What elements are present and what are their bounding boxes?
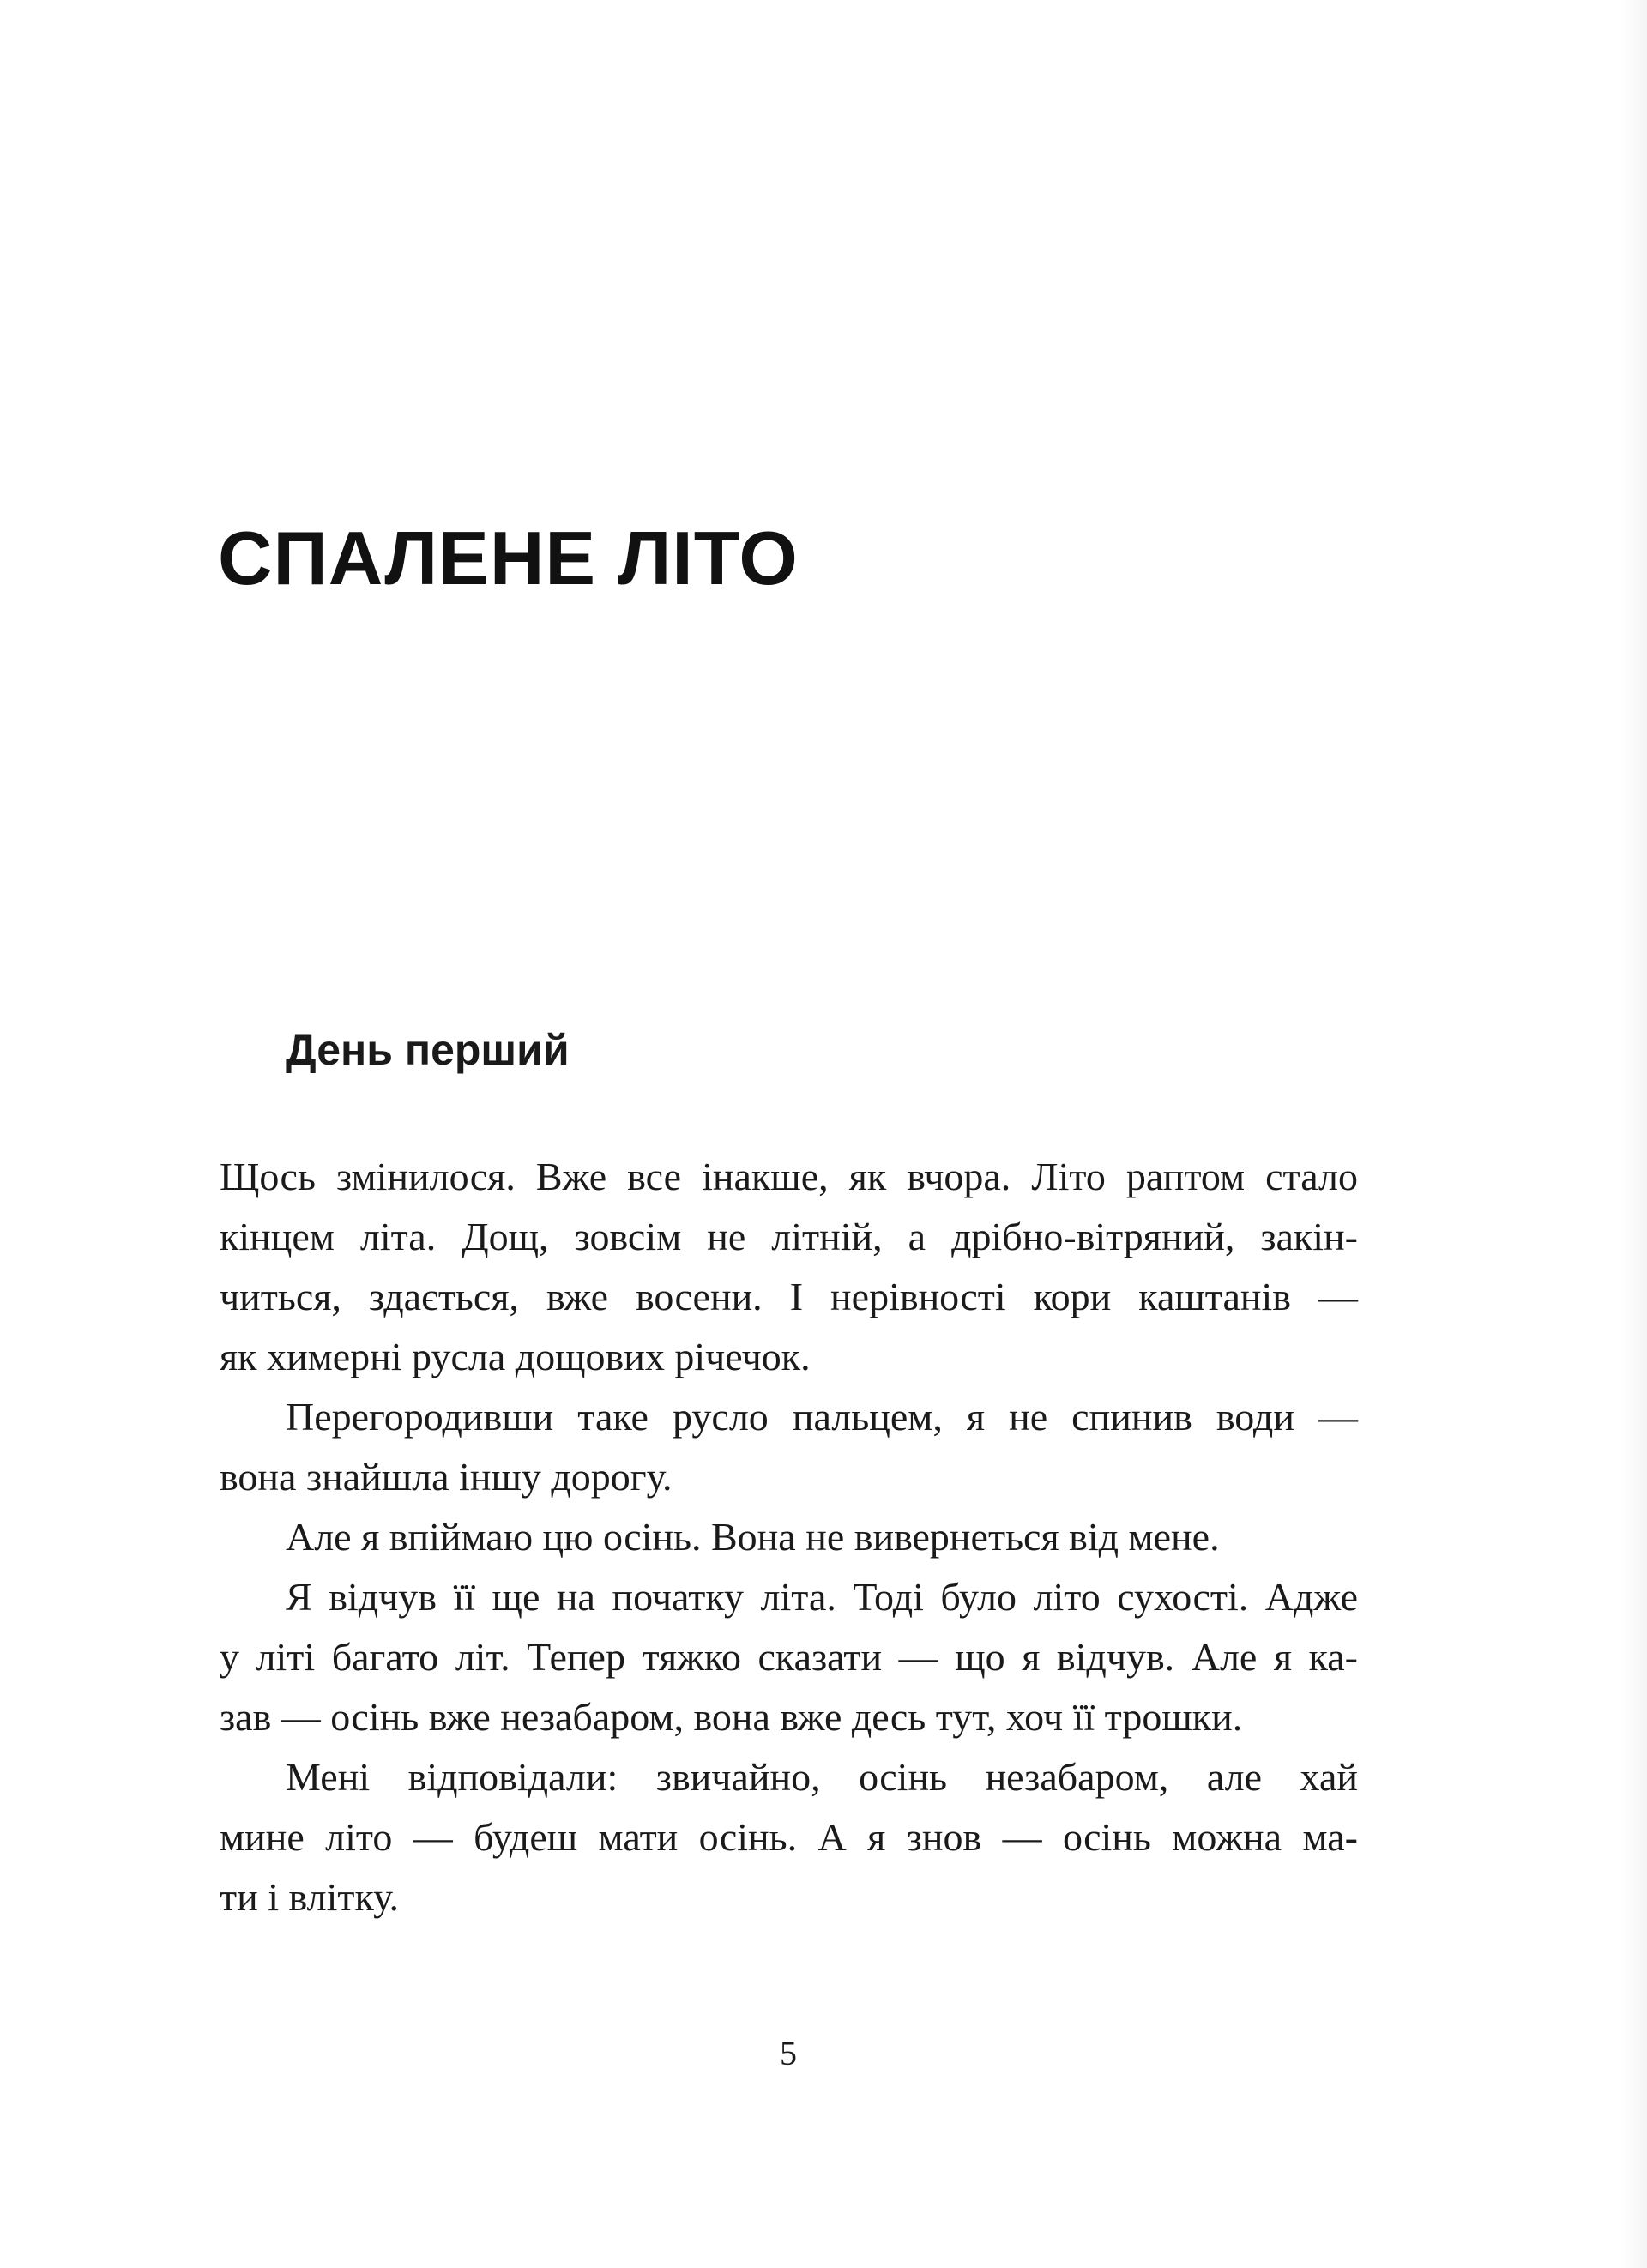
text-line: кінцем літа. Дощ, зовсім не літній, а дрібно-вітряний, закін- xyxy=(220,1215,1358,1258)
text-line: зав — осінь вже незабаром, вона вже десь тут, хоч її трошки. xyxy=(220,1695,1243,1739)
text-line: як химерні русла дощових річечок. xyxy=(220,1335,811,1378)
page-edge-shadow xyxy=(1621,0,1647,2268)
text-line: у літі багато літ. Тепер тяжко сказати — що я відчув. Але я ка- xyxy=(220,1635,1358,1679)
text-line: мине літо — будеш мати осінь. А я знов — осінь можна ма- xyxy=(220,1815,1358,1859)
paragraph xyxy=(220,1567,1358,1747)
body-text xyxy=(220,1147,1358,1927)
text-line: вона знайшла іншу дорогу. xyxy=(220,1455,673,1499)
paragraph xyxy=(220,1147,1358,1387)
text-line: Щось змінилося. Вже все інакше, як вчора. Літо раптом стало xyxy=(220,1155,1358,1198)
text-line: Але я впіймаю цю осінь. Вона не вивернеться від мене. xyxy=(286,1515,1220,1559)
paragraph xyxy=(220,1747,1358,1927)
text-line: читься, здається, вже восени. І нерівності кори каштанів — xyxy=(220,1275,1358,1318)
page-number: 5 xyxy=(780,2034,797,2072)
text-line: Мені відповідали: звичайно, осінь незабаром, але хай xyxy=(286,1755,1358,1799)
text-line: ти і влітку. xyxy=(220,1875,400,1919)
paragraph xyxy=(220,1387,1358,1507)
section-title: День перший xyxy=(286,1026,570,1074)
paragraph xyxy=(220,1507,1358,1567)
text-line: Перегородивши таке русло пальцем, я не спинив води — xyxy=(286,1395,1358,1439)
chapter-title: СПАЛЕНЕ ЛІТО xyxy=(218,516,799,600)
text-line: Я відчув її ще на початку літа. Тоді було літо сухості. Адже xyxy=(286,1575,1358,1619)
